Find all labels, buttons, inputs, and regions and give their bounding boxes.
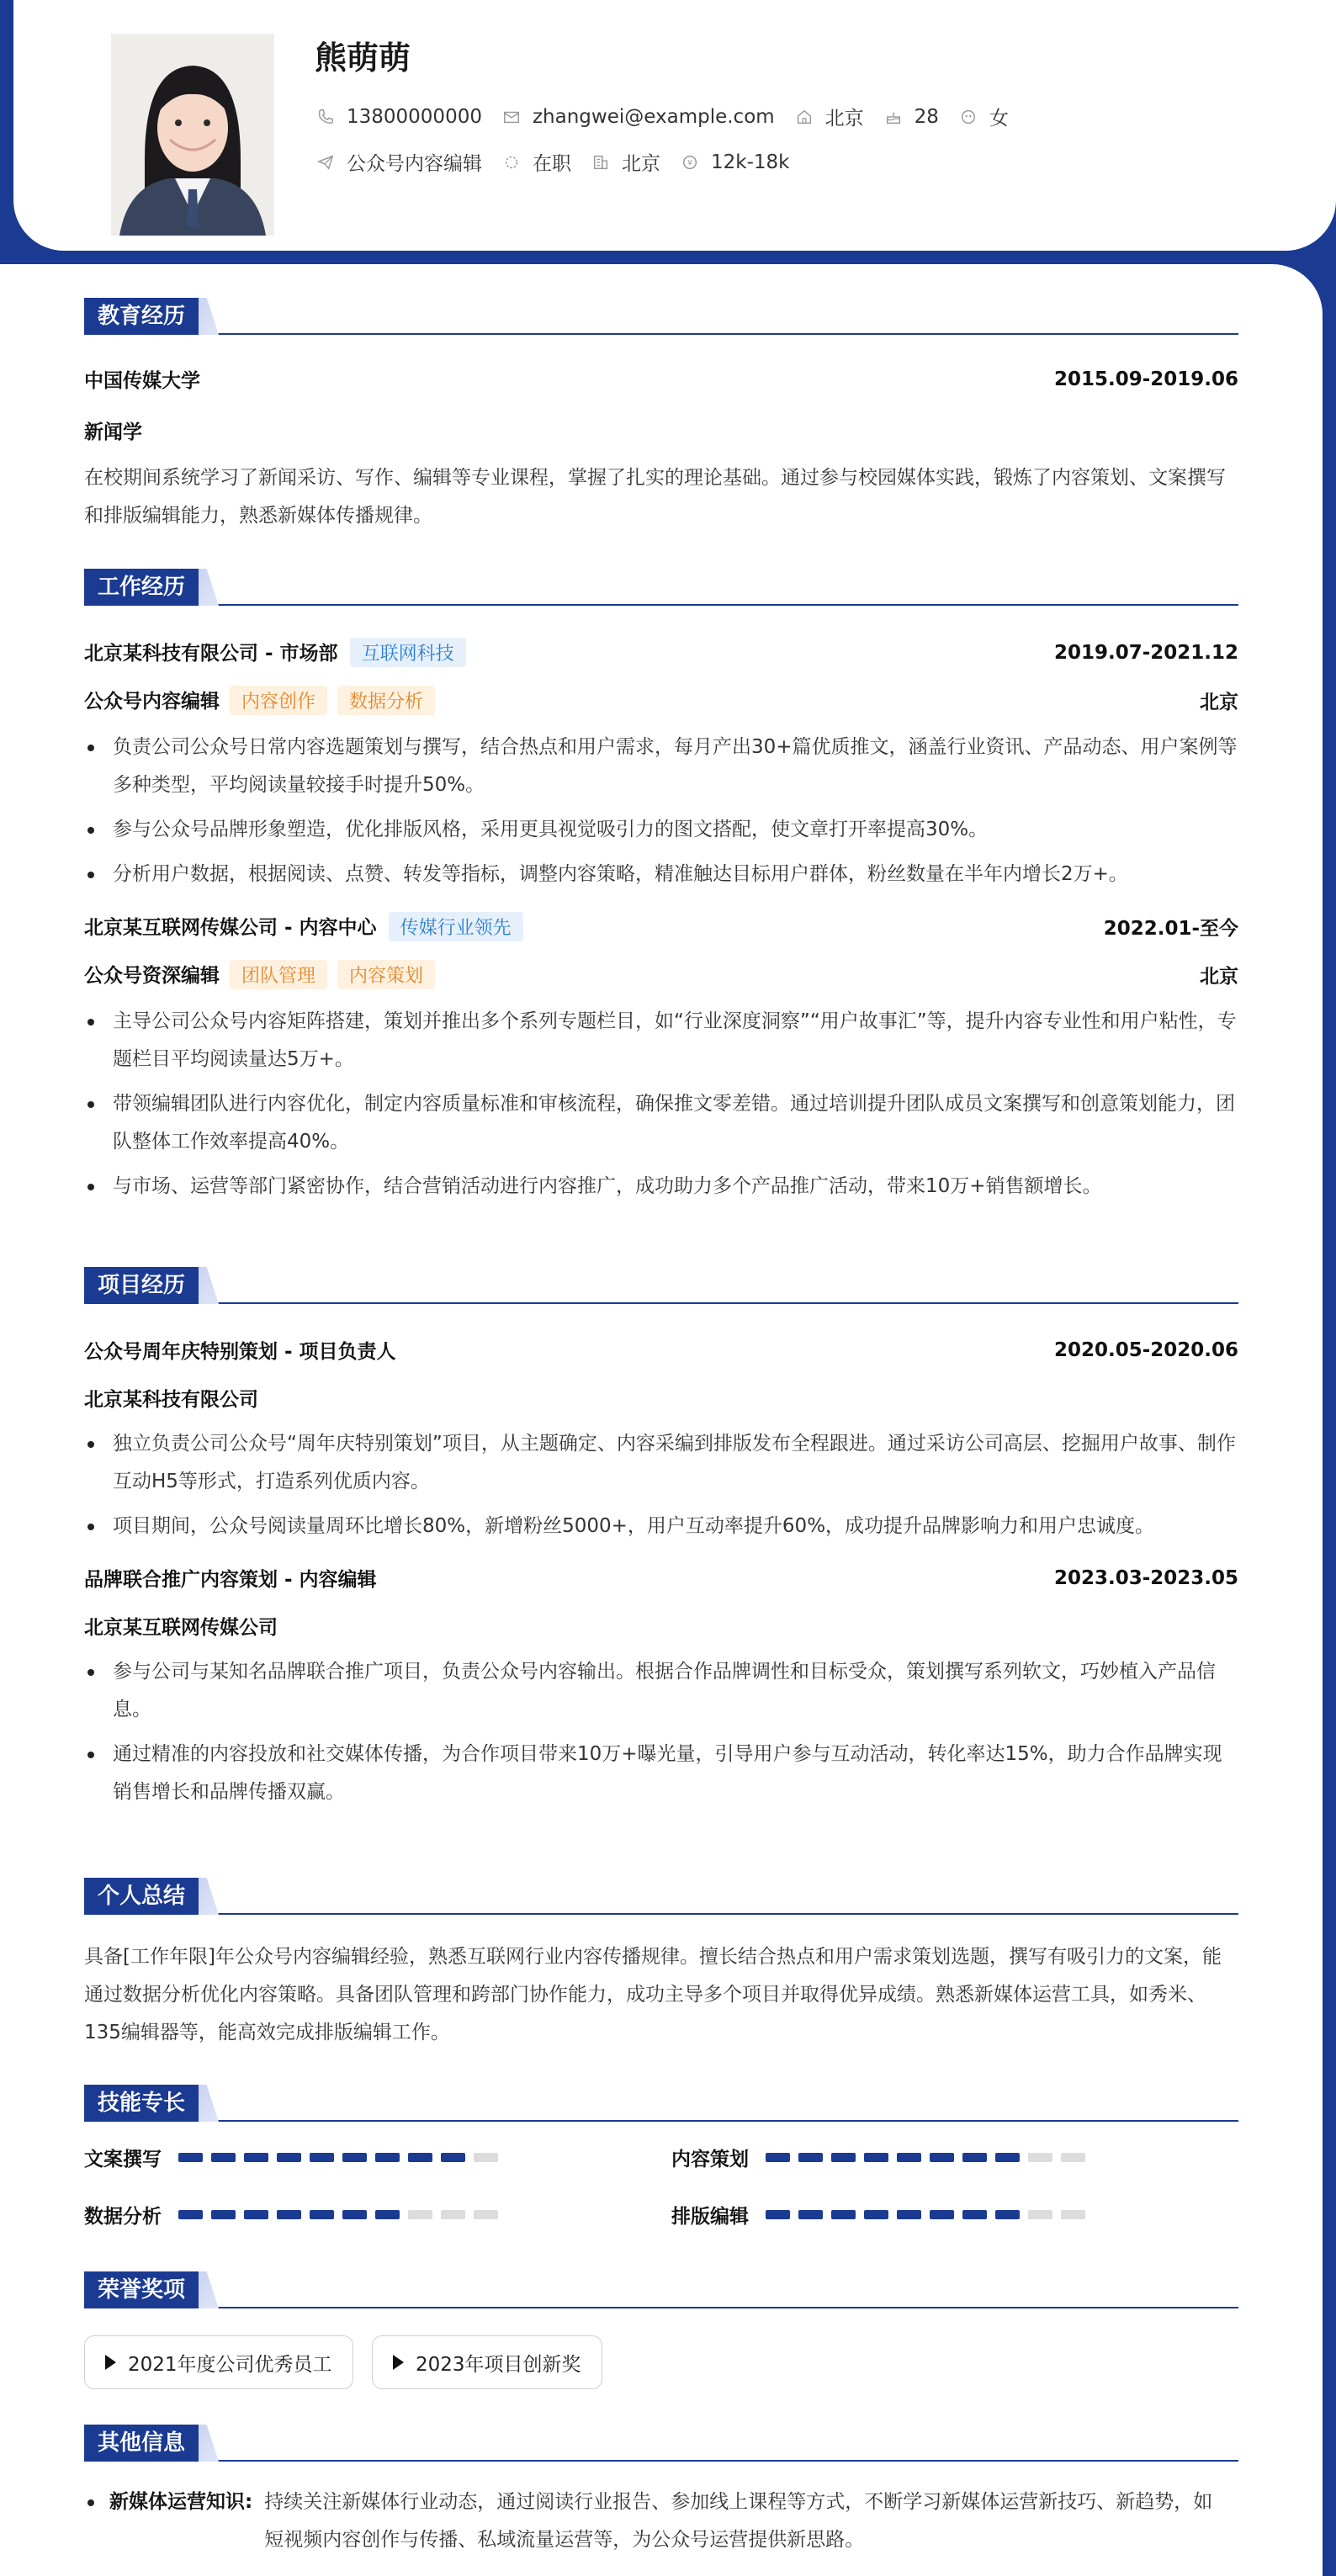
skill-tag: 内容策划	[337, 960, 435, 989]
skill-segment-filled	[310, 2210, 334, 2219]
skill-segment-filled	[798, 2210, 823, 2219]
skill-segment-filled	[408, 2153, 432, 2162]
phone-icon	[316, 108, 335, 126]
project-date: 2023.03-2023.05	[1053, 1566, 1238, 1589]
skill-segment-filled	[244, 2153, 268, 2162]
other-label: 新媒体运营知识:	[109, 2491, 253, 2513]
skill-name: 排版编辑	[671, 2206, 749, 2228]
skill-segment-filled	[441, 2153, 465, 2162]
email-item	[502, 106, 775, 128]
skill-segment-filled	[995, 2153, 1020, 2162]
phone-item	[316, 106, 482, 128]
target-position-text: 公众号内容编辑	[347, 153, 482, 175]
salary-text: 12k-18k	[711, 151, 790, 173]
status-text: 在职	[533, 153, 571, 175]
skill-segment-empty	[1061, 2153, 1085, 2162]
work-entry	[84, 638, 1238, 893]
skill-item	[84, 2144, 498, 2171]
skill-segment-filled	[277, 2210, 301, 2219]
honor-badge	[372, 2335, 602, 2389]
skill-level-bar	[178, 2153, 498, 2162]
skill-segment-empty	[1028, 2153, 1052, 2162]
skill-segment-filled	[831, 2153, 856, 2162]
other-item	[84, 2483, 1238, 2559]
send-icon	[316, 153, 335, 172]
company-name: 北京某科技有限公司 - 市场部	[84, 643, 338, 665]
skill-segment-filled	[930, 2153, 954, 2162]
summary-section	[84, 1878, 1238, 2052]
honor-text: 2023年项目创新奖	[416, 2353, 581, 2376]
project-bullets	[84, 1425, 1238, 1545]
job-intent-row	[316, 148, 789, 176]
skill-segment-empty	[441, 2210, 465, 2219]
gender-item	[959, 103, 1009, 130]
skill-segment-empty	[408, 2210, 432, 2219]
skill-tag: 数据分析	[337, 686, 435, 715]
section-title: 工作经历	[84, 569, 199, 606]
cake-icon	[884, 108, 903, 126]
project-bullet: 参与公司与某知名品牌联合推广项目，负责公众号内容输出。根据合作品牌调性和目标受众，策划撰写系列软文，巧妙植入产品信息。	[84, 1653, 1238, 1729]
honor-text: 2021年度公司优秀员工	[128, 2353, 332, 2376]
work-title	[84, 686, 435, 715]
play-icon	[393, 2355, 404, 2370]
industry-tag: 互联网科技	[350, 638, 466, 667]
section-divider	[84, 1302, 1238, 1304]
education-section	[84, 298, 1238, 535]
project-name: 公众号周年庆特别策划 - 项目负责人	[84, 1341, 396, 1363]
city-text: 北京	[824, 108, 864, 130]
job-title: 公众号资深编辑	[84, 965, 220, 987]
gender-icon	[959, 108, 978, 126]
target-city-text: 北京	[622, 153, 660, 175]
work-company-row	[84, 638, 1238, 667]
section-divider	[84, 2307, 1238, 2308]
mail-icon	[502, 108, 521, 126]
company-name: 北京某互联网传媒公司 - 内容中心	[84, 917, 377, 939]
section-header	[84, 1878, 1238, 1915]
work-section	[84, 569, 1238, 1212]
skill-segment-filled	[178, 2210, 203, 2219]
skill-segment-filled	[864, 2210, 888, 2219]
gender-text: 女	[989, 108, 1009, 130]
project-name: 品牌联合推广内容策划 - 内容编辑	[84, 1569, 377, 1591]
skill-segment-filled	[211, 2153, 236, 2162]
education-date: 2015.09-2019.06	[1053, 368, 1238, 390]
section-title: 项目经历	[84, 1267, 199, 1304]
skill-segment-filled	[798, 2153, 823, 2162]
email-text: zhangwei@example.com	[532, 105, 775, 128]
section-header	[84, 569, 1238, 606]
section-title: 荣誉奖项	[84, 2271, 199, 2308]
summary-text: 具备[工作年限]年公众号内容编辑经验，熟悉互联网行业内容传播规律。擅长结合热点和用户需求策划选题，撰写有吸引力的文案，能通过数据分析优化内容策略。具备团队管理和跨部门协作能力，成功主导多个项目并取得优异成绩。熟悉新媒体运营工具，如秀米、135编辑器等，能高效完成排版编辑工作。	[84, 1946, 1222, 2043]
project-bullet: 项目期间，公众号阅读量周环比增长80%，新增粉丝5000+，用户互动率提升60%，成功提升品牌影响力和用户忠诚度。	[84, 1508, 1238, 1545]
contact-row	[316, 103, 1009, 130]
section-title: 教育经历	[84, 298, 199, 335]
skill-segment-filled	[930, 2210, 954, 2219]
work-bullet: 主导公司公众号内容矩阵搭建，策划并推出多个系列专题栏目，如“行业深度洞察”“用户故事汇”等，提升内容专业性和用户粘性，专题栏目平均阅读量达5万+。	[84, 1003, 1238, 1079]
skill-segment-filled	[375, 2153, 400, 2162]
project-section	[84, 1267, 1238, 1818]
skill-segment-filled	[375, 2210, 400, 2219]
skill-segment-empty	[1028, 2210, 1052, 2219]
section-divider	[84, 604, 1238, 606]
honors-list	[84, 2335, 1238, 2389]
skill-tag: 团队管理	[230, 960, 327, 989]
project-bullet: 独立负责公司公众号“周年庆特别策划”项目，从主题确定、内容采编到排版发布全程跟进。通过采访公司高层、挖掘用户故事、制作互动H5等形式，打造系列优质内容。	[84, 1425, 1238, 1501]
work-bullets	[84, 729, 1238, 893]
skill-name: 文案撰写	[84, 2149, 162, 2171]
section-title: 个人总结	[84, 1878, 199, 1915]
section-divider	[84, 333, 1238, 335]
skill-segment-filled	[897, 2210, 921, 2219]
age-text: 28	[914, 105, 939, 128]
work-company-row	[84, 912, 1238, 941]
section-header	[84, 2085, 1238, 2122]
skill-segment-filled	[277, 2153, 301, 2162]
skill-name: 内容策划	[671, 2149, 749, 2171]
skill-name: 数据分析	[84, 2206, 162, 2228]
profile-header	[13, 0, 1336, 251]
work-title	[84, 960, 435, 989]
section-title-accent	[199, 1878, 219, 1915]
section-title-accent	[199, 298, 219, 335]
project-bullets	[84, 1653, 1238, 1811]
skill-segment-filled	[864, 2153, 888, 2162]
skill-segment-filled	[178, 2153, 203, 2162]
other-section	[84, 2425, 1238, 2559]
avatar	[111, 34, 274, 236]
project-entry	[84, 1336, 1238, 1545]
project-company: 北京某科技有限公司	[84, 1389, 258, 1411]
phone-text: 13800000000	[347, 105, 482, 128]
section-title: 其他信息	[84, 2425, 199, 2462]
target-city-item	[591, 148, 660, 176]
salary-item	[681, 151, 789, 173]
status-item	[502, 148, 571, 176]
project-entry	[84, 1564, 1238, 1811]
work-bullet: 参与公众号品牌形象塑造，优化排版风格，采用更具视觉吸引力的图文搭配，使文章打开率提高30%。	[84, 811, 1238, 849]
skill-segment-filled	[342, 2153, 367, 2162]
skill-segment-empty	[1061, 2210, 1085, 2219]
section-divider	[84, 1913, 1238, 1915]
skill-segment-empty	[474, 2210, 498, 2219]
skill-level-bar	[766, 2153, 1085, 2162]
project-company: 北京某互联网传媒公司	[84, 1617, 278, 1639]
play-icon	[105, 2355, 116, 2370]
avatar-photo	[111, 34, 274, 236]
skill-segment-filled	[962, 2153, 987, 2162]
section-header	[84, 2271, 1238, 2308]
skill-tag: 内容创作	[230, 686, 327, 715]
age-item	[884, 106, 939, 128]
honor-badge	[84, 2335, 353, 2389]
work-date: 2022.01-至今	[1103, 918, 1238, 940]
work-company	[84, 912, 523, 941]
education-description: 在校期间系统学习了新闻采访、写作、编辑等专业课程，掌握了扎实的理论基础。通过参与校园媒体实践，锻炼了内容策划、文案撰写和排版编辑能力，熟悉新媒体传播规律。	[84, 467, 1226, 527]
svg-text:¥: ¥	[687, 158, 692, 168]
project-name-row	[84, 1564, 1238, 1592]
skill-level-bar	[766, 2210, 1085, 2219]
section-title-accent	[199, 1267, 219, 1304]
section-header	[84, 2425, 1238, 2462]
candidate-name: 熊萌萌	[315, 40, 411, 77]
skill-segment-filled	[897, 2153, 921, 2162]
section-title-accent	[199, 2085, 219, 2122]
work-date: 2019.07-2021.12	[1053, 641, 1238, 664]
work-location: 北京	[1200, 966, 1238, 988]
section-title-accent	[199, 2425, 219, 2462]
skill-segment-filled	[831, 2210, 856, 2219]
skill-segment-filled	[995, 2210, 1020, 2219]
work-company	[84, 638, 466, 667]
work-location: 北京	[1200, 692, 1238, 713]
other-text: 持续关注新媒体行业动态，通过阅读行业报告、参加线上课程等方式，不断学习新媒体运营新技巧、新趋势，如短视频内容创作与传播、私域流量运营等，为公众号运营提供新思路。	[264, 2491, 1213, 2551]
building-icon	[591, 153, 610, 172]
city-item	[795, 103, 864, 130]
major: 新闻学	[84, 421, 142, 443]
industry-tag: 传媒行业领先	[389, 912, 523, 941]
skill-segment-filled	[211, 2210, 236, 2219]
skills-section	[84, 2085, 1238, 2236]
skill-level-bar	[178, 2210, 498, 2219]
skill-item	[671, 2201, 1085, 2229]
job-title: 公众号内容编辑	[84, 691, 220, 713]
section-header	[84, 298, 1238, 335]
skill-segment-filled	[342, 2210, 367, 2219]
section-title: 技能专长	[84, 2085, 199, 2122]
skill-segment-filled	[962, 2210, 987, 2219]
work-title-row	[84, 960, 1238, 989]
skill-segment-filled	[310, 2153, 334, 2162]
target-position-item	[316, 148, 482, 176]
section-title-accent	[199, 2271, 219, 2308]
skill-segment-filled	[766, 2210, 790, 2219]
work-title-row	[84, 686, 1238, 715]
skill-item	[671, 2144, 1085, 2171]
bullet-dot	[87, 2499, 94, 2506]
skill-item	[84, 2201, 498, 2229]
project-date: 2020.05-2020.06	[1053, 1338, 1238, 1361]
section-header	[84, 1267, 1238, 1304]
work-bullet: 与市场、运营等部门紧密协作，结合营销活动进行内容推广，成功助力多个产品推广活动，带来10万+销售额增长。	[84, 1168, 1238, 1206]
skill-segment-filled	[244, 2210, 268, 2219]
section-divider	[84, 2120, 1238, 2122]
home-icon	[795, 108, 814, 126]
skill-segment-empty	[474, 2153, 498, 2162]
work-bullet: 带领编辑团队进行内容优化，制定内容质量标准和审核流程，确保推文零差错。通过培训提升团队成员文案撰写和创意策划能力，团队整体工作效率提高40%。	[84, 1085, 1238, 1161]
school-name: 中国传媒大学	[84, 370, 200, 392]
work-bullet: 负责公司公众号日常内容选题策划与撰写，结合热点和用户需求，每月产出30+篇优质推文，涵盖行业资讯、产品动态、用户案例等多种类型，平均阅读量较接手时提升50%。	[84, 729, 1238, 804]
project-bullet: 通过精准的内容投放和社交媒体传播，为合作项目带来10万+曝光量，引导用户参与互动活动，转化率达15%，助力合作品牌实现销售增长和品牌传播双赢。	[84, 1736, 1238, 1811]
resume-body	[0, 264, 1323, 2576]
work-bullets	[84, 1003, 1238, 1206]
education-row	[84, 365, 1238, 393]
skill-segment-filled	[766, 2153, 790, 2162]
status-icon	[502, 153, 521, 172]
project-name-row	[84, 1336, 1238, 1364]
section-divider	[84, 2460, 1238, 2462]
section-title-accent	[199, 569, 219, 606]
honors-section	[84, 2271, 1238, 2423]
money-icon	[681, 153, 699, 172]
work-bullet: 分析用户数据，根据阅读、点赞、转发等指标，调整内容策略，精准触达目标用户群体，粉丝数量在半年内增长2万+。	[84, 856, 1238, 893]
work-entry	[84, 912, 1238, 1206]
